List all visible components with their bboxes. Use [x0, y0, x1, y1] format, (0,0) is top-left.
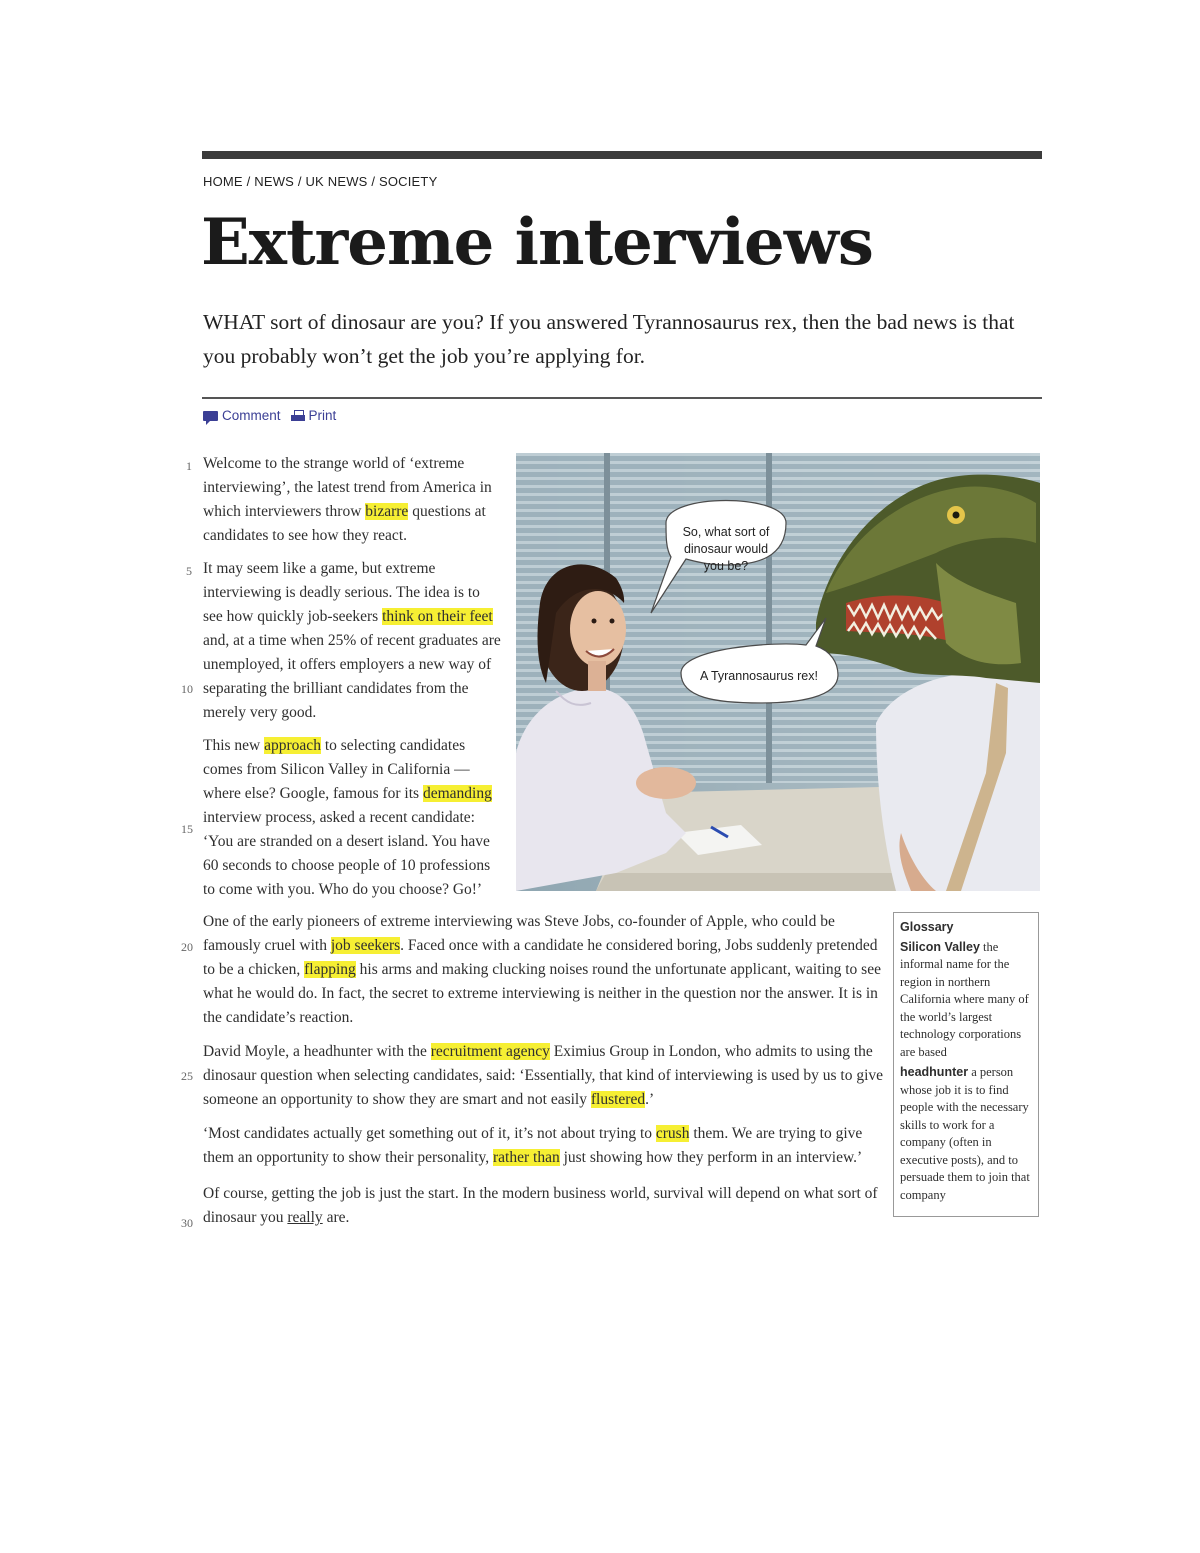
comment-link[interactable] [203, 408, 281, 423]
paragraph-3 [203, 734, 503, 902]
paragraph-2 [203, 557, 503, 725]
text-run: David Moyle, a headhunter with the [203, 1043, 431, 1060]
glossary-definition: the informal name for the region in northern California where many of the world’s largest technology corporations are based [900, 939, 1029, 1059]
highlight-rather-than: rather than [493, 1149, 560, 1166]
bubble-question-line: dinosaur would [683, 542, 769, 556]
text-run: questions at candidates to see how they react. [203, 503, 486, 544]
line-number: 15 [181, 822, 193, 836]
interview-illustration [516, 453, 1040, 891]
line-number: 20 [181, 940, 193, 954]
glossary-term: Silicon Valley [900, 939, 980, 954]
glossary-entry-headhunter [900, 1064, 1032, 1204]
paragraph-5 [203, 1040, 883, 1112]
text-run: them. We are trying to give them an opportunity to show their personality, [203, 1125, 863, 1166]
comment-label: Comment [222, 408, 281, 423]
paragraph-6 [203, 1122, 883, 1170]
line-number: 10 [181, 682, 193, 696]
highlight-think-on-their-feet: think on their feet [382, 608, 493, 625]
text-run: Welcome to the strange world of ‘extreme interviewing’, the latest trend from America in which interviewers throw [203, 455, 492, 520]
line-number: 5 [186, 564, 192, 578]
comment-icon [203, 411, 218, 421]
text-run: ‘Most candidates actually get something out of it, it’s not about trying to [203, 1125, 656, 1142]
text-run: interview process, asked a recent candidate: ‘You are stranded on a desert island. You have 60 seconds to choose people of 10 professions to come with you. Who do you choose? Go!’ [203, 809, 491, 898]
glossary-entry-silicon-valley [900, 939, 1032, 1062]
highlight-flustered: flustered [590, 1091, 646, 1108]
top-rule [202, 151, 1042, 159]
text-run: just showing how they perform in an interview.’ [559, 1149, 863, 1166]
underlined-really: really [287, 1209, 323, 1226]
highlight-flapping: flapping [304, 961, 356, 978]
print-label: Print [308, 408, 337, 423]
highlight-job-seekers: job seekers [330, 937, 401, 954]
text-run: It may seem like a game, but extreme interviewing is deadly serious. The idea is to see how quickly job-seekers [203, 560, 480, 625]
highlight-approach: approach [264, 737, 321, 754]
text-run: .’ [645, 1091, 655, 1108]
paragraph-7 [203, 1182, 883, 1230]
print-link[interactable] [291, 408, 337, 423]
highlight-bizarre: bizarre [365, 503, 409, 520]
standfirst: WHAT sort of dinosaur are you? If you answered Tyrannosaurus rex, then the bad news is that you probably won’t get the job you’re applying for. [203, 310, 1015, 368]
divider [202, 397, 1042, 399]
highlight-recruitment-agency: recruitment agency [430, 1043, 550, 1060]
paragraph-1 [203, 452, 503, 548]
glossary-term: headhunter [900, 1065, 969, 1079]
text-run: to selecting candidates comes from Silicon Valley in California — where else? Google, famous for its [203, 737, 470, 802]
bubble-question-line: So, what sort of [682, 525, 770, 539]
bubble-question-line: you be? [703, 559, 749, 573]
text-run: Of course, getting the job is just the start. In the modern business world, survival will depend on what sort of dinosaur you [203, 1185, 878, 1226]
text-run: One of the early pioneers of extreme interviewing was Steve Jobs, co-founder of Apple, who could be famously cruel with [203, 913, 835, 954]
line-number: 30 [181, 1216, 193, 1230]
highlight-crush: crush [655, 1125, 690, 1142]
glossary-box [893, 912, 1039, 1217]
breadcrumb[interactable]: HOME / NEWS / UK NEWS / SOCIETY [203, 174, 438, 189]
text-run: his arms and making clucking noises round the unfortunate applicant, waiting to see what he would do. In fact, the secret to extreme interviewing is neither in the question nor the answer. It is in the candidate’s reaction. [203, 961, 881, 1026]
article-tools [203, 408, 336, 423]
glossary-title: Glossary [900, 920, 954, 934]
text-run: are. [322, 1209, 350, 1226]
article-photo [516, 453, 1040, 891]
text-run: This new [203, 737, 265, 754]
text-run: and, at a time when 25% of recent graduates are unemployed, it offers employers a new way of separating the brilliant candidates from the merely very good. [203, 632, 501, 721]
headline: Extreme interviews [201, 205, 873, 280]
printer-icon [291, 410, 305, 421]
line-number: 1 [186, 459, 192, 473]
bubble-answer: A Tyrannosaurus rex! [700, 669, 818, 683]
line-number: 25 [181, 1069, 193, 1083]
glossary-definition: a person whose job it is to find people with the necessary skills to work for a company (often in executive posts), and to persuade them to join that company [900, 1065, 1030, 1202]
text-run: Eximius Group in London, who admits to using the dinosaur question when selecting candidates, said: ‘Essentially, that kind of interviewing is used by us to give someone an opportunity to show they are smart and not easily [203, 1043, 884, 1108]
paragraph-4 [203, 910, 883, 1030]
highlight-demanding: demanding [422, 785, 492, 802]
text-run: . Faced once with a candidate he considered boring, Jobs suddenly pretended to be a chicken, [203, 937, 878, 978]
